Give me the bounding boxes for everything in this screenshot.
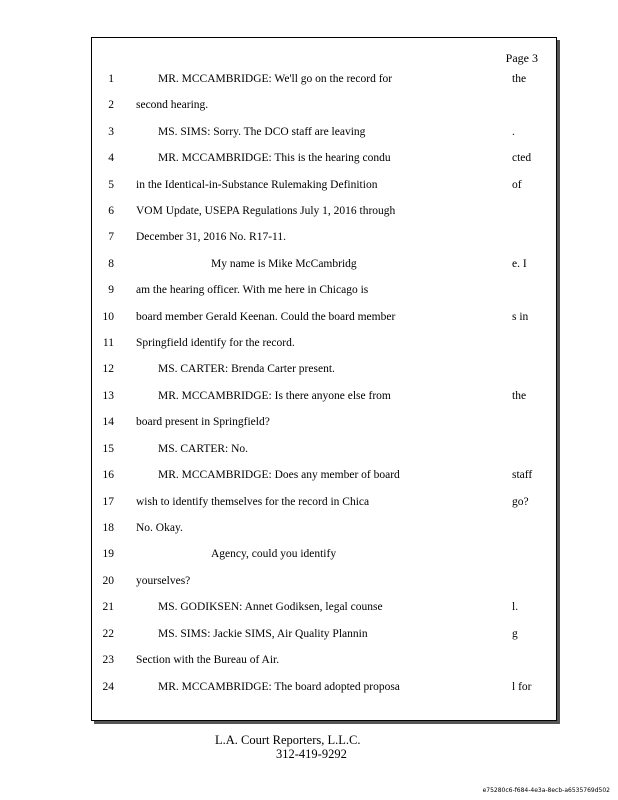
line-number: 8 (108, 258, 114, 270)
transcript-page (91, 37, 557, 721)
line-number: 7 (108, 231, 114, 243)
line-number: 19 (102, 548, 114, 560)
transcript-line (92, 179, 556, 205)
line-text: No. Okay. (136, 522, 183, 534)
line-text: December 31, 2016 No. R17-11. (136, 231, 286, 243)
transcript-line (92, 601, 556, 627)
line-tail: cted (512, 152, 532, 164)
line-text: MS. CARTER: No. (158, 443, 249, 455)
transcript-line (92, 231, 556, 257)
line-number: 1 (108, 73, 114, 85)
line-number: 5 (108, 179, 114, 191)
line-text: MR. MCCAMBRIDGE: Does any member of board (158, 469, 400, 481)
line-number: 12 (102, 363, 114, 375)
transcript-line (92, 575, 556, 601)
footer-phone: 312-419-9292 (276, 747, 347, 761)
line-text: MS. CARTER: Brenda Carter present. (158, 363, 335, 375)
line-tail: the (512, 390, 527, 402)
line-number: 23 (102, 654, 114, 666)
line-tail: l for (512, 681, 532, 693)
transcript-line (92, 522, 556, 548)
line-tail: s in (512, 311, 529, 323)
line-tail: g (512, 628, 518, 640)
line-text: MR. MCCAMBRIDGE: Is there anyone else from (158, 390, 391, 402)
transcript-line (92, 152, 556, 178)
line-tail: the (512, 73, 527, 85)
line-text: MS. SIMS: Sorry. The DCO staff are leaving (158, 126, 366, 138)
line-text: Section with the Bureau of Air. (136, 654, 280, 666)
line-text: MS. SIMS: Jackie SIMS, Air Quality Plannin (158, 628, 368, 640)
line-tail: of (512, 179, 522, 191)
line-number: 20 (102, 575, 114, 587)
line-number: 3 (108, 126, 114, 138)
transcript-line (92, 73, 556, 99)
line-text: My name is Mike McCambridg (211, 258, 357, 270)
transcript-line (92, 416, 556, 442)
line-number: 15 (102, 443, 114, 455)
line-text: MR. MCCAMBRIDGE: The board adopted proposa (158, 681, 400, 693)
line-text: MS. GODIKSEN: Annet Godiksen, legal counse (158, 601, 383, 613)
transcript-line (92, 311, 556, 337)
document-hash: e75280c6-f684-4e3a-8ecb-a6535769d502 (482, 787, 610, 794)
line-number: 4 (108, 152, 114, 164)
line-number: 18 (102, 522, 114, 534)
line-text: MR. MCCAMBRIDGE: This is the hearing condu (158, 152, 391, 164)
line-text: am the hearing officer. With me here in Chicago is (136, 284, 369, 296)
transcript-line (92, 390, 556, 416)
line-tail: go? (512, 496, 529, 508)
transcript-line (92, 469, 556, 495)
line-tail: e. I (512, 258, 527, 270)
transcript-line (92, 681, 556, 707)
line-number: 11 (102, 337, 114, 349)
transcript-line (92, 628, 556, 654)
line-text: yourselves? (136, 575, 191, 587)
line-text: in the Identical-in-Substance Rulemaking Definition (136, 179, 378, 191)
line-number: 22 (102, 628, 114, 640)
line-text: wish to identify themselves for the record in Chica (136, 496, 370, 508)
transcript-line (92, 337, 556, 363)
line-tail: l. (512, 601, 519, 613)
line-text: Agency, could you identify (211, 548, 337, 560)
transcript-line (92, 654, 556, 680)
transcript-line (92, 205, 556, 231)
line-number: 6 (108, 205, 114, 217)
line-number: 10 (102, 311, 114, 323)
line-tail: staff (512, 469, 533, 481)
transcript-line (92, 284, 556, 310)
line-number: 17 (102, 496, 114, 508)
transcript-line (92, 548, 556, 574)
line-text: VOM Update, USEPA Regulations July 1, 2016 through (136, 205, 396, 217)
line-number: 9 (108, 284, 114, 296)
line-tail: . (512, 126, 515, 138)
line-number: 14 (102, 416, 114, 428)
line-number: 2 (108, 99, 114, 111)
line-number: 24 (102, 681, 114, 693)
page-number: Page 3 (505, 51, 538, 65)
line-text: second hearing. (136, 99, 209, 111)
line-text: board present in Springfield? (136, 416, 270, 428)
line-number: 16 (102, 469, 114, 481)
line-number: 21 (102, 601, 114, 613)
transcript-line (92, 496, 556, 522)
transcript-line (92, 99, 556, 125)
transcript-line (92, 363, 556, 389)
transcript-line (92, 126, 556, 152)
transcript-line (92, 443, 556, 469)
transcript-line (92, 258, 556, 284)
footer-company-name: L.A. Court Reporters, L.L.C. (215, 733, 361, 747)
line-text: MR. MCCAMBRIDGE: We'll go on the record for (158, 73, 393, 85)
line-text: board member Gerald Keenan. Could the board member (136, 311, 396, 323)
line-number: 13 (102, 390, 114, 402)
line-text: Springfield identify for the record. (136, 337, 295, 349)
